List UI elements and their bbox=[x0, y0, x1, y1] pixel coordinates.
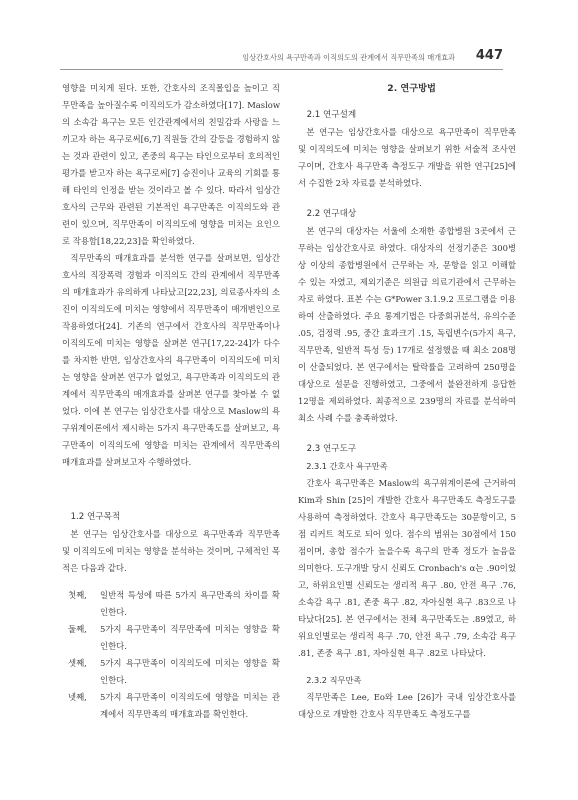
body-paragraph: 간호사 욕구만족은 Maslow의 욕구위계이론에 근거하여 Kim과 Shin [25]이 개발한 간호사 욕구만족도 측정도구를 사용하여 측정하였다. 간호사 욕구만족도는 30문항이고, 5점 리커트 척도로 되어 있다. 점수의 범위는 30점에서 150점이며, 총합 점수가 높을수록 욕구의 만족 정도가 높음을 의미한다. 도구개발 당시 신뢰도 Cronbach's α는 .90이었고, 하위요인별 신뢰도는 생리적 욕구 .80, 안전 욕구 .76, 소속감 욕구 .81, 존중 욕구 .82, 자아실현 욕구 .83으로 나타났다[25]. 본 연구에서는 전체 욕구만족도는 .89였고, 하위요인별로는 생리적 욕구 .70, 안전 욕구 .79, 소속감 욕구 .81, 존중 욕구 .81, 자아실현 욕구 .82로 나타났다. bbox=[298, 478, 516, 658]
purpose-list bbox=[62, 587, 280, 723]
body-paragraph: 영향을 미치게 된다. 또한, 간호사의 조직몰입을 높이고 직무만족을 높아질수록 이직의도가 감소하였다[17]. Maslow의 소속감 욕구는 모든 인간관계에서의 친밀감과 사랑을 느끼고자 하는 욕구로써[6,7] 직원들 간의 갈등을 경험하지 않는 것과 관련이 있고, 존중의 욕구는 타인으로부터 호의적인 평가를 받고자 하는 욕구로써[7] 승진이나 교육의 기회를 통해 타인의 인정을 받는 것이라고 볼 수 있다. 따라서 임상간호사의 근무와 관련된 기본적인 욕구만족은 이직의도와 관련이 있으며, 직무만족이 이직의도에 영향을 미치는 요인으로 작용함[18,22,23]을 확인하였다. bbox=[62, 83, 280, 246]
subsection-heading: 2.2 연구대상 bbox=[306, 209, 357, 219]
running-head bbox=[60, 47, 503, 71]
list-item-label: 둘째, bbox=[68, 624, 87, 634]
subsection-heading: 2.3 연구도구 bbox=[306, 444, 357, 454]
section-heading: 2. 연구방법 bbox=[387, 83, 436, 94]
list-item bbox=[62, 587, 280, 621]
purpose-intro: 본 연구는 임상간호사를 대상으로 욕구만족과 직무만족 및 이직의도에 미치는 영향을 분석하는 것이며, 구체적인 목적은 다음과 같다. bbox=[62, 529, 280, 573]
header-rule bbox=[60, 69, 503, 70]
list-item bbox=[62, 689, 280, 723]
list-item-text: 5가지 욕구만족이 직무만족에 미치는 영향을 확인한다. bbox=[100, 624, 280, 651]
body-paragraph: 본 연구의 대상자는 서울에 소재한 종합병원 3곳에서 근무하는 임상간호사로 하였다. 대상자의 선정기준은 300병상 이상의 종합병원에서 근무하는 자, 문항을 읽고 이해할 수 있는 자였고, 제외기준은 의원급 의료기관에서 근무하는 자로 하였다. 표본 수는 G*Power 3.1.9.2 프로그램을 이용하여 산출하였다. 주요 통계기법은 다중회귀분석, 유의수준 .05, 검정력 .95, 중간 효과크기 .15, 독립변수(5가지 욕구, 직무만족, 일반적 특성 등) 17개로 설정했을 때 최소 208명이 산출되었다. 본 연구에서는 탈락률을 고려하여 250명을 대상으로 설문을 진행하였고, 그중에서 불완전하게 응답한 12명을 제외하였다. 최종적으로 239명의 자료를 분석하여 최소 사례 수를 충족하였다. bbox=[298, 226, 516, 423]
list-item-label: 첫째, bbox=[68, 590, 87, 600]
left-column bbox=[62, 80, 280, 723]
list-item-text: 일반적 특성에 따른 5가지 욕구만족의 차이를 확인한다. bbox=[100, 590, 280, 617]
list-item-text: 5가지 욕구만족이 이직의도에 미치는 영향을 확인한다. bbox=[100, 658, 280, 685]
body-paragraph: 본 연구는 임상간호사를 대상으로 욕구만족이 직무만족 및 이직의도에 미치는 영향을 살펴보기 위한 서술적 조사연구이며, 간호사 욕구만족 측정도구 개발을 위한 연구[25]에서 수집한 2차 자료를 분석하였다. bbox=[298, 127, 516, 188]
subsection-heading: 2.1 연구설계 bbox=[306, 110, 357, 120]
subsubsection-heading: 2.3.1 간호사 욕구만족 bbox=[306, 461, 388, 471]
subsubsection-heading: 2.3.2 직무만족 bbox=[306, 675, 362, 685]
body-paragraph: 직무만족의 매개효과를 분석한 연구를 살펴보면, 임상간호사의 직장폭력 경험과 이직의도 간의 관계에서 직무만족의 매개효과가 유의하게 나타났고[22,23], 의료종사자의 소진이 이직의도에 미치는 영향에서 직무만족이 매개변인으로 작용하였다[24]. 기존의 연구에서 간호사의 직무만족이나 이직의도에 미치는 영향을 살펴본 연구[17,22-24]가 다수를 차지한 반면, 임상간호사의 욕구만족이 이직의도에 미치는 영향을 살펴본 연구가 없었고, 욕구만족과 이직의도의 관계에서 직무만족의 매개효과를 살펴본 연구를 찾아볼 수 없었다. 이에 본 연구는 임상간호사를 대상으로 Maslow의 욕구위계이론에서 제시하는 5가지 욕구만족도를 살펴보고, 욕구만족이 이직의도에 영향을 미치는 관계에서 직무만족의 매개효과를 살펴보고자 수행하였다. bbox=[62, 253, 280, 467]
list-item-label: 셋째, bbox=[68, 658, 87, 668]
page-number: 447 bbox=[475, 48, 503, 63]
list-item bbox=[62, 621, 280, 655]
running-title: 임상간호사의 욕구만족과 이직의도의 관계에서 직무만족의 매개효과 bbox=[242, 53, 455, 62]
subsection-heading: 1.2 연구목적 bbox=[70, 512, 121, 522]
body-paragraph: 직무만족은 Lee, Eo와 Lee [26]가 국내 임상간호사를 대상으로 개발한 간호사 직무만족도 측정도구를 bbox=[298, 692, 516, 719]
list-item-text: 5가지 욕구만족이 이직의도에 영향을 미치는 관계에서 직무만족의 매개효과를 확인한다. bbox=[100, 692, 280, 719]
list-item bbox=[62, 655, 280, 689]
right-column bbox=[298, 80, 516, 723]
list-item-label: 넷째, bbox=[68, 692, 87, 702]
